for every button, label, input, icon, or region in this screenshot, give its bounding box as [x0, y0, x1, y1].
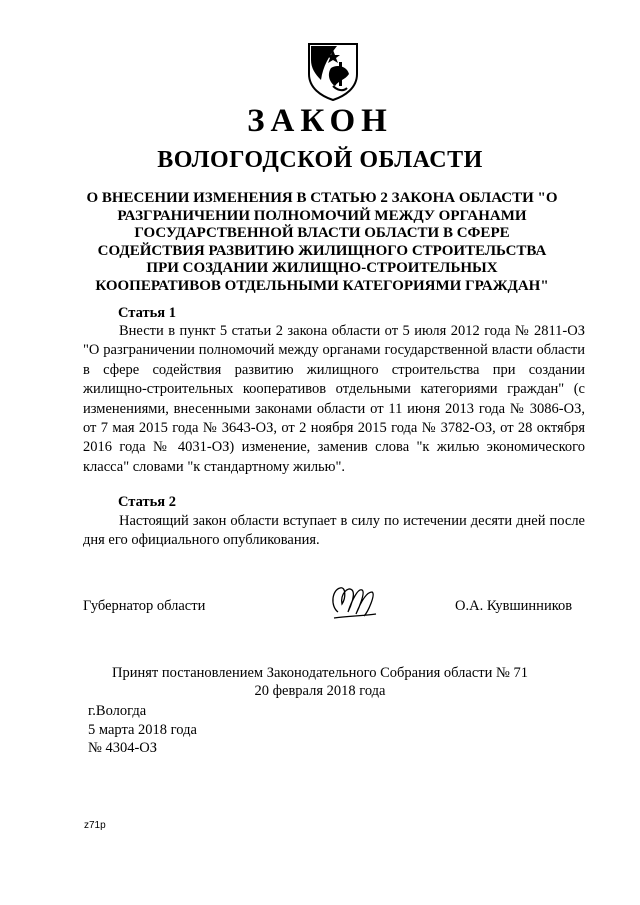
signing-date: 5 марта 2018 года	[88, 721, 197, 738]
law-title: ЗАКОН	[247, 103, 393, 139]
document-code: z71р	[84, 820, 106, 831]
law-subject: О ВНЕСЕНИИ ИЗМЕНЕНИЯ В СТАТЬЮ 2 ЗАКОНА ОБЛАСТИ "О РАЗГРАНИЧЕНИИ ПОЛНОМОЧИЙ МЕЖДУ ОРГАНАМИ ГОСУДАРСТВЕННОЙ ВЛАСТИ ОБЛАСТИ В СФЕРЕ СОДЕЙСТВИЯ РАЗВИТИЮ ЖИЛИЩНОГО СТРОИТЕЛЬСТВА ПРИ СОЗДАНИИ ЖИЛИЩНО-СТРОИТЕЛЬНЫХ КООПЕРАТИВОВ ОТДЕЛЬНЫМИ КАТЕГОРИЯМИ ГРАЖДАН"	[86, 190, 558, 294]
law-number: № 4304-ОЗ	[88, 740, 158, 756]
article-2-heading: Статья 2	[118, 494, 176, 510]
adoption-line-2: 20 февраля 2018 года	[254, 683, 386, 699]
signatory-name: О.А. Кувшинников	[455, 598, 573, 614]
signatory-position: Губернатор области	[83, 598, 206, 614]
article-1-text: Внести в пункт 5 статьи 2 закона области от 5 июля 2012 года № 2811-ОЗ "О разграничении полномочий между органами государственной власти области в сфере содействия развитию жилищного строительства при создании жилищно-строительных кооперативов отдельными категориями граждан" (с изменениями, внесенными законами области от 11 июня 2013 года № 3086-ОЗ, от 7 мая 2015 года № 3643-ОЗ, от 2 ноября 2015 года № 3782-ОЗ, от 28 октября 2016 года № 4031-ОЗ) изменение, заменив слова "к жилью экономического класса" словами "к стандартному жилью".	[83, 323, 585, 475]
article-1-heading: Статья 1	[118, 305, 176, 321]
place-date-number	[88, 702, 197, 758]
article-2-text: Настоящий закон области вступает в силу по истечении десяти дней после дня его официального опубликования.	[83, 513, 585, 549]
adoption-info	[0, 664, 640, 700]
region-title: ВОЛОГОДСКОЙ ОБЛАСТИ	[157, 147, 483, 173]
city: г.Вологда	[88, 703, 147, 719]
handwritten-signature	[328, 582, 380, 624]
coat-of-arms-icon	[303, 40, 363, 102]
adoption-line-1: Принят постановлением Законодательного Собрания области № 71	[112, 665, 528, 681]
